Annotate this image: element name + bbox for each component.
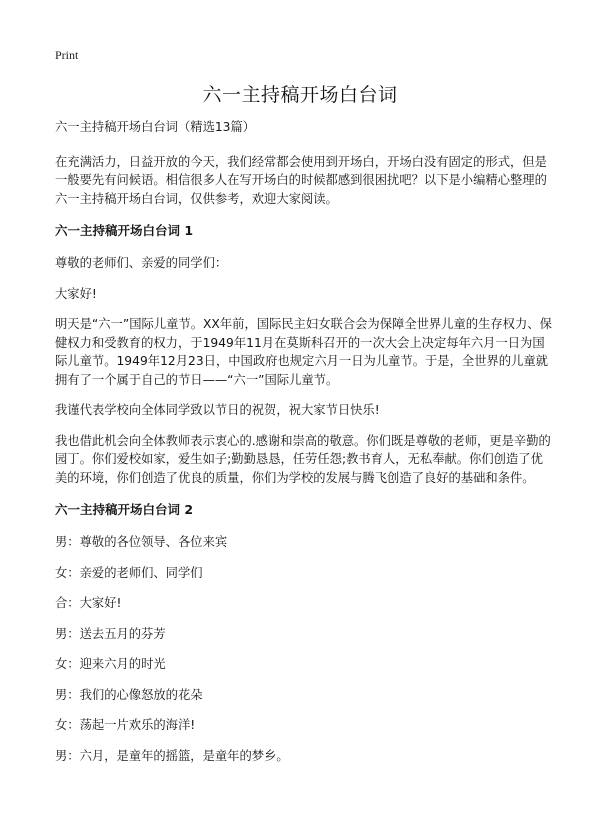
paragraph: 我也借此机会向全体教师表示衷心的.感谢和崇高的敬意。你们既是尊敬的老师，更是辛勤的园丁。你们爱校如家，爱生如子;勤勤恳恳，任劳任怨;教书育人，无私奉献。你们创造了优美的环境，你们创造了优良的质量，你们为学校的发展与腾飞创造了良好的基础和条件。 <box>55 433 551 485</box>
page-title: 六一主持稿开场白台词 <box>202 84 398 106</box>
intro-paragraph: 在充满活力，日益开放的今天，我们经常都会使用到开场白，开场白没有固定的形式，但是一般要先有问候语。相信很多人在写开场白的时候都感到很困扰吧？以下是小编精心整理的六一主持稿开场白台词，仅供参考，欢迎大家阅读。 <box>55 154 547 206</box>
dialogue-line: 男：我们的心像怒放的花朵 <box>55 687 203 702</box>
dialogue-line: 男：送去五月的芬芳 <box>55 626 166 641</box>
document-subtitle: 六一主持稿开场白台词（精选13篇） <box>55 120 256 134</box>
section-heading-2: 六一主持稿开场白台词 2 <box>55 502 194 517</box>
paragraph: 我谨代表学校向全体同学致以节日的祝贺，祝大家节日快乐! <box>55 403 380 417</box>
dialogue-line: 女：迎来六月的时光 <box>55 657 166 671</box>
dialogue-line: 女：亲爱的老师们、同学们 <box>55 565 203 580</box>
dialogue-line: 女：荡起一片欢乐的海洋! <box>55 718 196 732</box>
print-label: Print <box>55 48 79 62</box>
dialogue-line: 男：尊敬的各位领导、各位来宾 <box>55 535 228 549</box>
paragraph: 尊敬的老师们、亲爱的同学们： <box>55 256 228 270</box>
dialogue-line: 男：六月，是童年的摇篮，是童年的梦乡。 <box>55 748 289 763</box>
paragraph: 明天是“六一”国际儿童节。XX年前，国际民主妇女联合会为保障全世界儿童的生存权力、保健权力和受教育的权力，于1949年11月在莫斯科召开的一次大会上决定每年六月一日为国际儿童节。1949年12月23日，中国政府也规定六月一日为儿童节。于是，全世界的儿童就拥有了一个属于自己的节日——“六一”国际儿童节。 <box>55 317 552 387</box>
section-heading-1: 六一主持稿开场白台词 1 <box>55 223 194 238</box>
document-body <box>55 118 555 777</box>
paragraph: 大家好! <box>55 286 97 301</box>
dialogue-line: 合：大家好! <box>55 596 122 610</box>
